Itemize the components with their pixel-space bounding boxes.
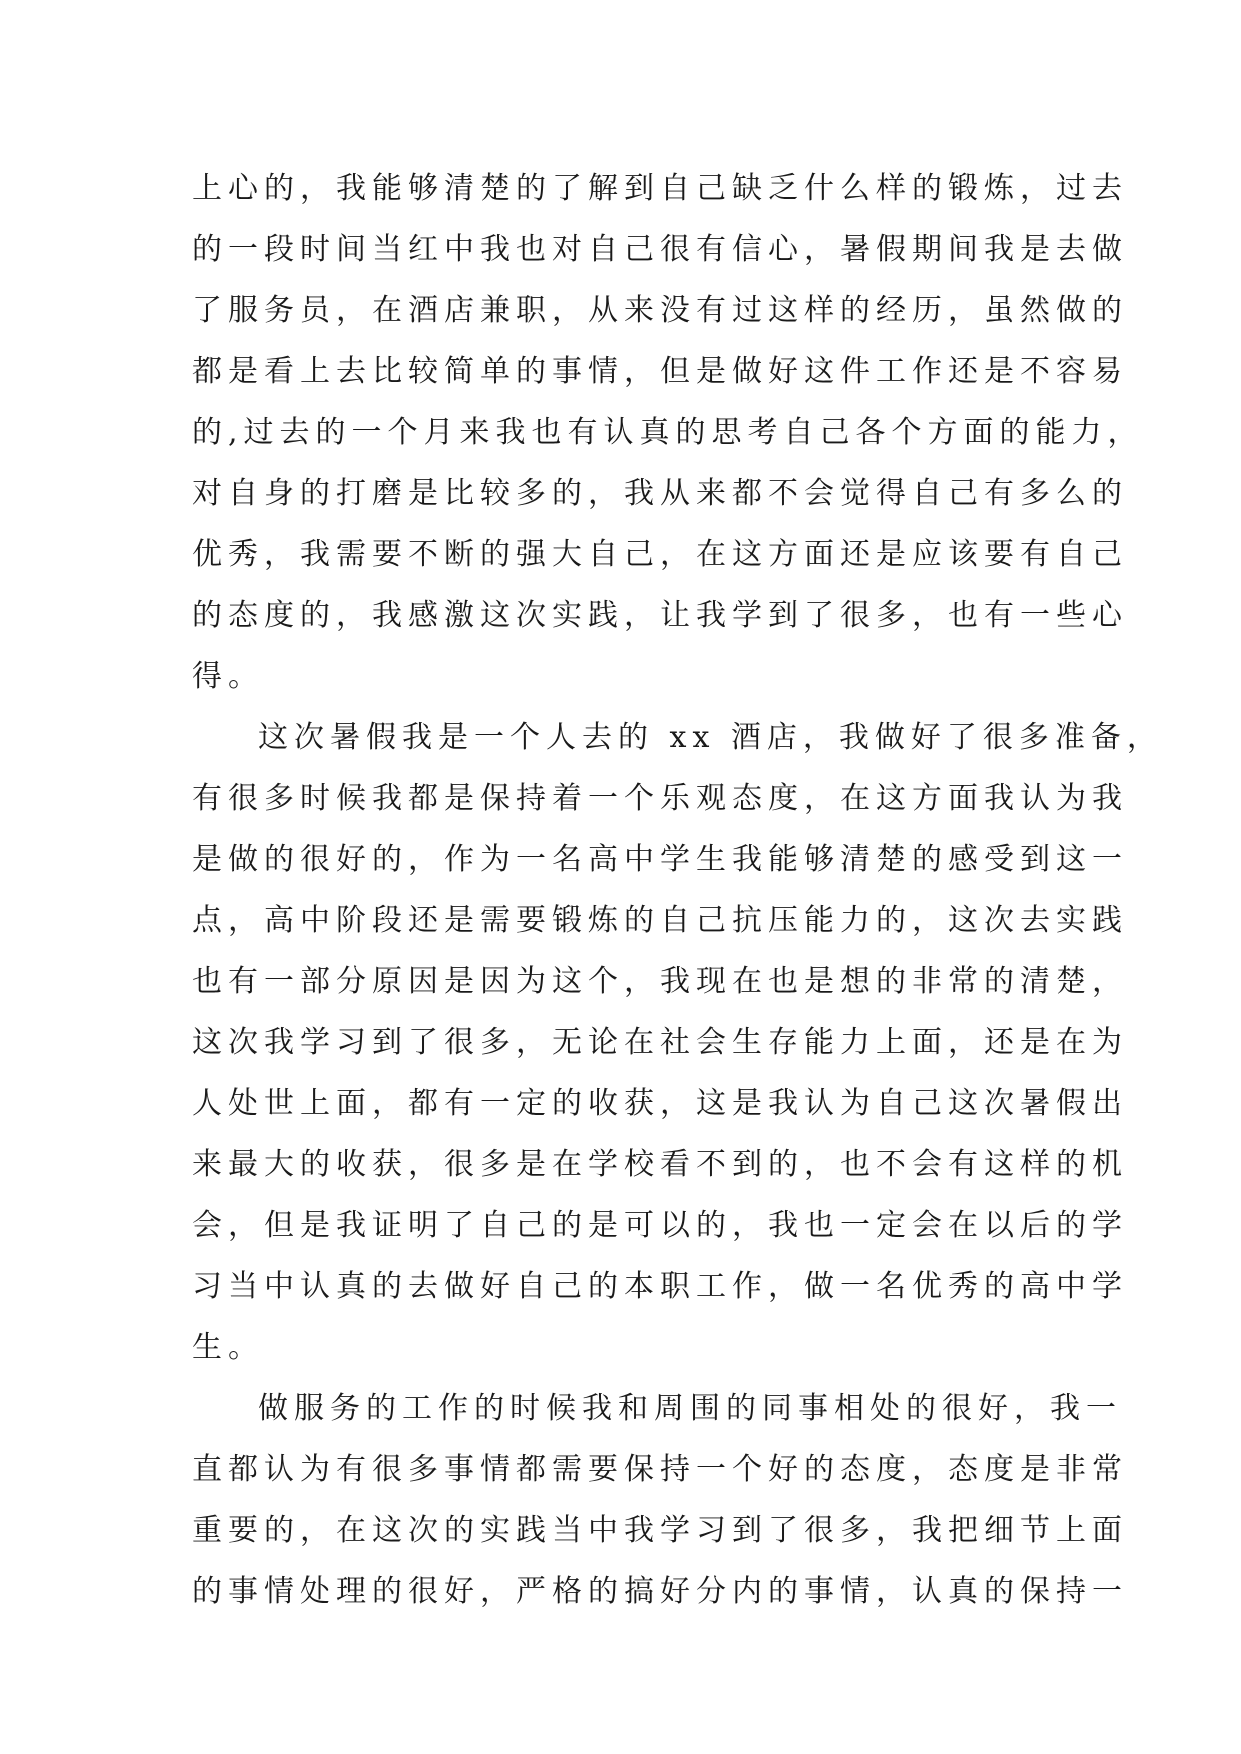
text-line: 得。	[192, 659, 264, 694]
text-line: 直都认为有很多事情都需要保持一个好的态度，态度是非常	[192, 1452, 1128, 1487]
text-line: 点，高中阶段还是需要锻炼的自己抗压能力的，这次去实践	[192, 903, 1128, 938]
text-line: 人处世上面，都有一定的收获，这是我认为自己这次暑假出	[192, 1086, 1128, 1121]
text-line: 上心的，我能够清楚的了解到自己缺乏什么样的锻炼，过去	[192, 171, 1128, 206]
text-line: 对自身的打磨是比较多的，我从来都不会觉得自己有多么的	[192, 476, 1128, 511]
text-line: 习当中认真的去做好自己的本职工作，做一名优秀的高中学	[192, 1269, 1128, 1304]
text-line: 的态度的，我感激这次实践，让我学到了很多，也有一些心	[192, 598, 1128, 633]
text-line: 来最大的收获，很多是在学校看不到的，也不会有这样的机	[192, 1147, 1128, 1182]
text-line: 都是看上去比较简单的事情，但是做好这件工作还是不容易	[192, 354, 1128, 389]
text-line: 这次暑假我是一个人去的 xx 酒店，我做好了很多准备，	[258, 720, 1163, 755]
text-line: 也有一部分原因是因为这个，我现在也是想的非常的清楚，	[192, 964, 1128, 999]
text-line: 了服务员，在酒店兼职，从来没有过这样的经历，虽然做的	[192, 293, 1128, 328]
paragraph	[192, 707, 1163, 1378]
body-text	[192, 158, 1163, 1622]
text-line: 是做的很好的，作为一名高中学生我能够清楚的感受到这一	[192, 842, 1128, 877]
text-line: 有很多时候我都是保持着一个乐观态度，在这方面我认为我	[192, 781, 1128, 816]
paragraph	[192, 1378, 1128, 1622]
text-line: 的事情处理的很好，严格的搞好分内的事情，认真的保持一	[192, 1574, 1128, 1609]
text-line: 的,过去的一个月来我也有认真的思考自己各个方面的能力，	[192, 415, 1144, 450]
text-line: 会，但是我证明了自己的是可以的，我也一定会在以后的学	[192, 1208, 1128, 1243]
text-line: 生。	[192, 1330, 264, 1365]
text-line: 的一段时间当红中我也对自己很有信心，暑假期间我是去做	[192, 232, 1128, 267]
text-line: 做服务的工作的时候我和周围的同事相处的很好，我一	[258, 1391, 1122, 1426]
paragraph	[192, 158, 1144, 707]
text-line: 重要的，在这次的实践当中我学习到了很多，我把细节上面	[192, 1513, 1128, 1548]
text-line: 这次我学习到了很多，无论在社会生存能力上面，还是在为	[192, 1025, 1128, 1060]
text-line: 优秀，我需要不断的强大自己，在这方面还是应该要有自己	[192, 537, 1128, 572]
